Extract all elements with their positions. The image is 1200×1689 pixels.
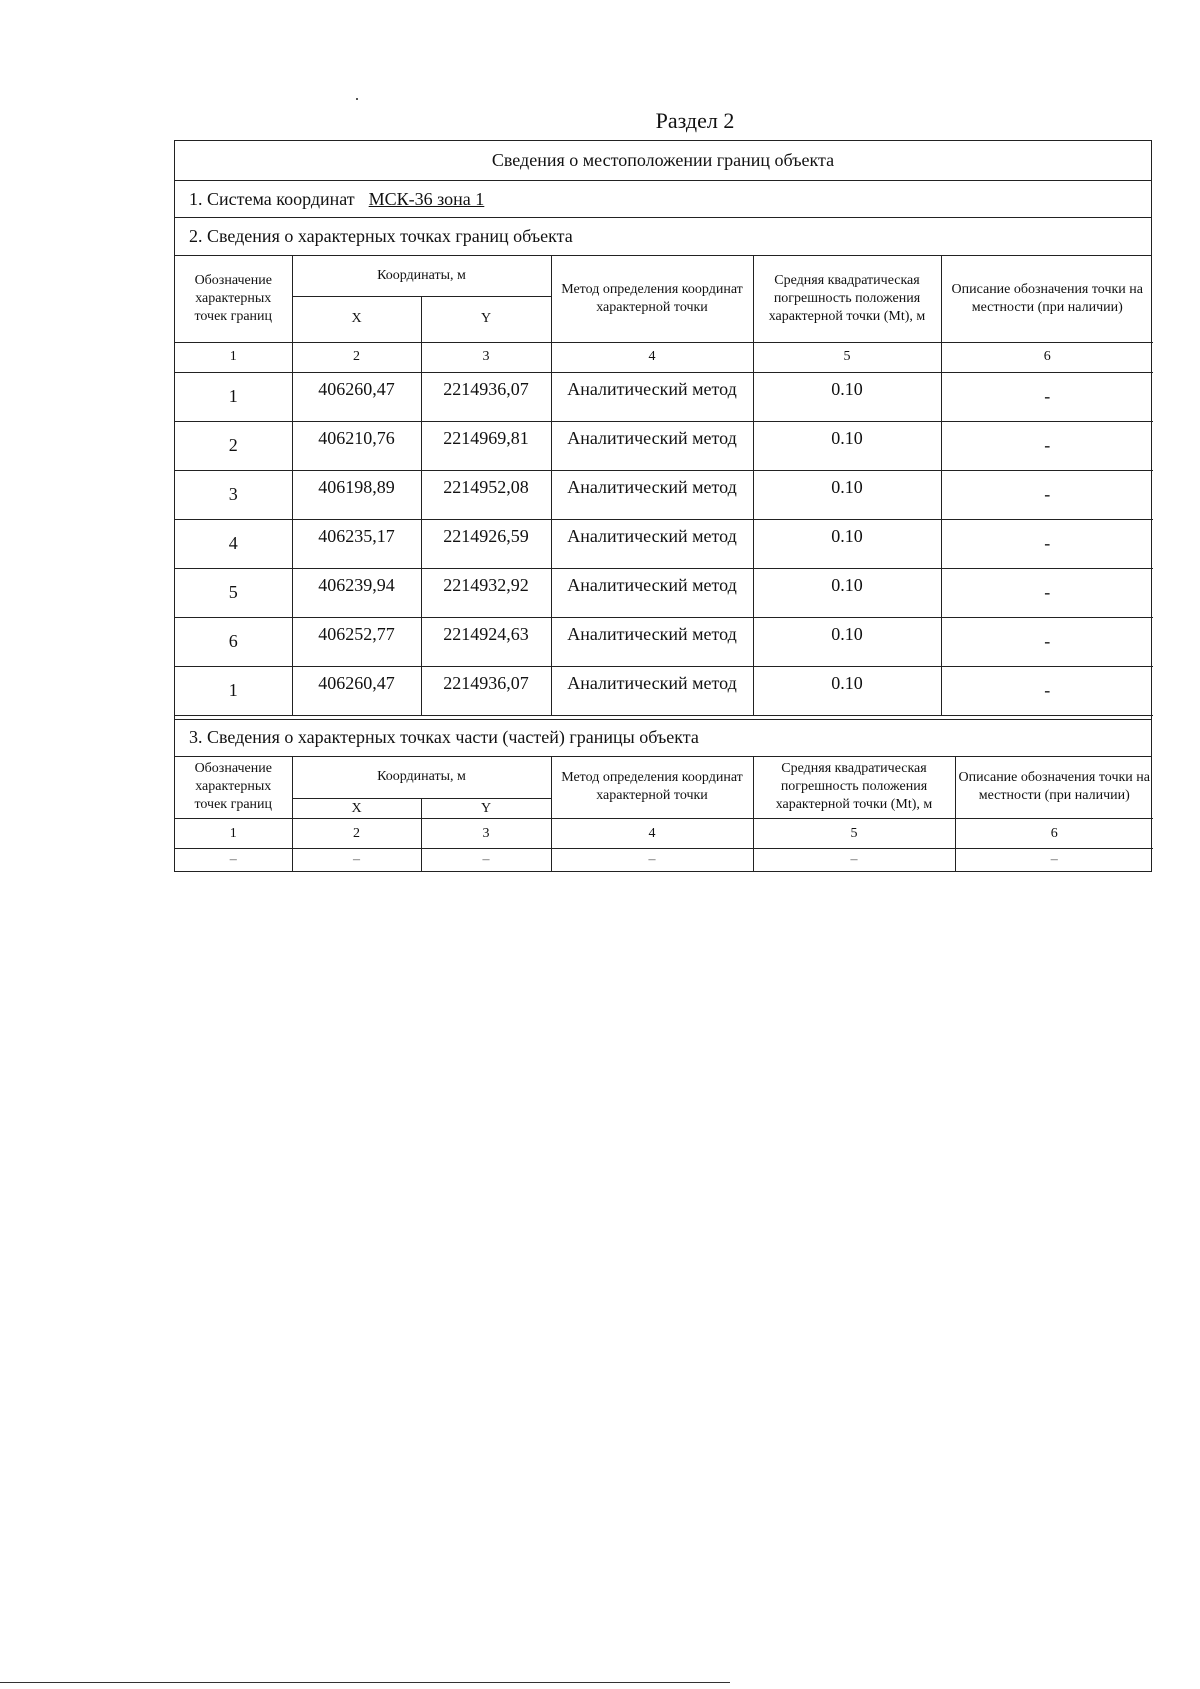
header-method: Метод определения координат характерной точки: [551, 256, 753, 342]
part-points-table: [175, 757, 1153, 871]
section-title: Раздел 2: [655, 108, 735, 133]
cell-dash: –: [292, 849, 421, 871]
cell-method: Аналитический метод: [551, 666, 753, 715]
cell-y: 2214936,07: [421, 372, 551, 421]
cell-point: 1: [175, 666, 292, 715]
sheet-header: Сведения о местоположении границ объекта: [175, 141, 1151, 181]
cell-y: 2214969,81: [421, 421, 551, 470]
boundary-sheet: [174, 140, 1152, 872]
table-row: [175, 421, 1153, 470]
cell-point: 1: [175, 372, 292, 421]
header-coords: Координаты, м: [292, 757, 551, 799]
col-number: 4: [551, 819, 753, 849]
cell-x: 406198,89: [292, 470, 421, 519]
part2-title: 2. Сведения о характерных точках границ объекта: [175, 218, 1151, 256]
header-method: Метод определения координат характерной точки: [551, 757, 753, 819]
cell-desc: -: [941, 421, 1153, 470]
cell-point: 4: [175, 519, 292, 568]
col-number: 6: [955, 819, 1153, 849]
cell-x: 406210,76: [292, 421, 421, 470]
cell-y: 2214926,59: [421, 519, 551, 568]
column-numbers-row: [175, 342, 1153, 372]
cell-x: 406252,77: [292, 617, 421, 666]
cell-y: 2214936,07: [421, 666, 551, 715]
table-row: [175, 849, 1153, 871]
cell-y: 2214924,63: [421, 617, 551, 666]
cell-error: 0.10: [753, 421, 941, 470]
cell-desc: -: [941, 568, 1153, 617]
cell-error: 0.10: [753, 568, 941, 617]
cell-point: 5: [175, 568, 292, 617]
cell-method: Аналитический метод: [551, 470, 753, 519]
cell-desc: -: [941, 372, 1153, 421]
col-number: 1: [175, 819, 292, 849]
col-number: 3: [421, 342, 551, 372]
header-point: Обозначение характерных точек границ: [175, 757, 292, 819]
col-number: 1: [175, 342, 292, 372]
cell-desc: -: [941, 666, 1153, 715]
col-number: 6: [941, 342, 1153, 372]
cell-method: Аналитический метод: [551, 617, 753, 666]
cell-error: 0.10: [753, 519, 941, 568]
coord-system-band: [175, 181, 1151, 218]
cell-method: Аналитический метод: [551, 421, 753, 470]
boundary-points-table: [175, 256, 1153, 716]
table-row: [175, 568, 1153, 617]
part3-title: 3. Сведения о характерных точках части (частей) границы объекта: [175, 719, 1151, 757]
col-number: 5: [753, 342, 941, 372]
cell-error: 0.10: [753, 617, 941, 666]
col-number: 2: [292, 819, 421, 849]
cell-dash: –: [955, 849, 1153, 871]
col-number: 3: [421, 819, 551, 849]
scan-speck: [356, 98, 358, 100]
cell-dash: –: [753, 849, 955, 871]
cell-error: 0.10: [753, 666, 941, 715]
header-point: Обозначение характерных точек границ: [175, 256, 292, 342]
coord-system-label: 1. Система координат: [189, 188, 355, 209]
cell-point: 3: [175, 470, 292, 519]
cell-x: 406235,17: [292, 519, 421, 568]
cell-desc: -: [941, 617, 1153, 666]
header-error: Средняя квадратическая погрешность положения характерной точки (Mt), м: [753, 757, 955, 819]
header-x: X: [292, 296, 421, 342]
cell-point: 2: [175, 421, 292, 470]
cell-method: Аналитический метод: [551, 372, 753, 421]
cell-desc: -: [941, 519, 1153, 568]
cell-error: 0.10: [753, 372, 941, 421]
cell-x: 406260,47: [292, 372, 421, 421]
cell-y: 2214932,92: [421, 568, 551, 617]
cell-error: 0.10: [753, 470, 941, 519]
table-row: [175, 470, 1153, 519]
header-y: Y: [421, 799, 551, 819]
table-row: [175, 617, 1153, 666]
cell-dash: –: [175, 849, 292, 871]
table-row: [175, 666, 1153, 715]
header-x: X: [292, 799, 421, 819]
header-error: Средняя квадратическая погрешность положения характерной точки (Mt), м: [753, 256, 941, 342]
col-number: 5: [753, 819, 955, 849]
cell-dash: –: [551, 849, 753, 871]
column-numbers-row: [175, 819, 1153, 849]
cell-x: 406260,47: [292, 666, 421, 715]
col-number: 2: [292, 342, 421, 372]
cell-x: 406239,94: [292, 568, 421, 617]
cell-desc: -: [941, 470, 1153, 519]
header-coords: Координаты, м: [292, 256, 551, 296]
cell-dash: –: [421, 849, 551, 871]
header-desc: Описание обозначения точки на местности (при наличии): [941, 256, 1153, 342]
cell-method: Аналитический метод: [551, 568, 753, 617]
col-number: 4: [551, 342, 753, 372]
scan-edge-line: [0, 1682, 730, 1683]
header-desc: Описание обозначения точки на местности (при наличии): [955, 757, 1153, 819]
coord-system-value: МСК-36 зона 1: [368, 188, 485, 209]
cell-point: 6: [175, 617, 292, 666]
cell-method: Аналитический метод: [551, 519, 753, 568]
header-y: Y: [421, 296, 551, 342]
table-row: [175, 372, 1153, 421]
table-row: [175, 519, 1153, 568]
cell-y: 2214952,08: [421, 470, 551, 519]
